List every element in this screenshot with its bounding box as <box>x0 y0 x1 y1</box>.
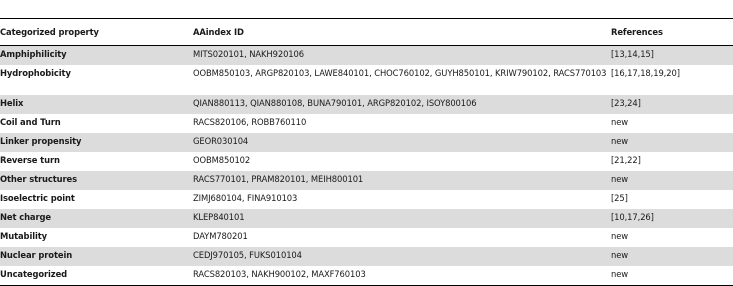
table-header <box>0 19 733 46</box>
references-cell: new <box>611 231 629 241</box>
table-row <box>0 190 733 209</box>
table-row <box>0 171 733 190</box>
category-cell: Amphiphilicity <box>0 46 193 66</box>
aaindex-id-cell: CEDJ970105, FUKS010104 <box>193 247 611 266</box>
aaindex-id-cell: OOBM850103, ARGP820103, LAWE840101, CHOC760102, GUYH850101, KRIW790102, RACS770103 <box>193 68 607 78</box>
references-cell: [21,22] <box>611 155 641 165</box>
category-cell: Net charge <box>0 209 193 228</box>
aaindex-id-cell: RACS770101, PRAM820101, MEIH800101 <box>193 171 611 190</box>
references-cell: new <box>611 171 733 190</box>
aaindex-table <box>0 18 733 286</box>
aaindex-id-cell: ZIMJ680104, FINA910103 <box>193 193 298 203</box>
aaindex-id-cell: DAYM780201 <box>193 231 248 241</box>
category-cell: Reverse turn <box>0 155 60 165</box>
category-cell: Hydrophobicity <box>0 68 71 78</box>
table-row <box>0 65 733 95</box>
table-body <box>0 46 733 286</box>
table-row <box>0 114 733 133</box>
header-categorized-property: Categorized property <box>0 19 193 46</box>
category-cell: Coil and Turn <box>0 117 61 127</box>
references-cell: new <box>611 117 629 127</box>
aaindex-id-cell: RACS820103, NAKH900102, MAXF760103 <box>193 266 611 286</box>
header-references: References <box>611 19 733 46</box>
table-row <box>0 95 733 114</box>
table-row <box>0 46 733 66</box>
references-cell: new <box>611 266 733 286</box>
references-cell: [23,24] <box>611 95 733 114</box>
category-cell: Mutability <box>0 231 48 241</box>
category-cell: Other structures <box>0 171 193 190</box>
references-cell: [16,17,18,19,20] <box>611 68 680 78</box>
category-cell: Linker propensity <box>0 133 193 152</box>
aaindex-id-cell: KLEP840101 <box>193 209 611 228</box>
aaindex-id-cell: OOBM850102 <box>193 155 251 165</box>
table-row <box>0 209 733 228</box>
header-aaindex-id: AAindex ID <box>193 19 611 46</box>
category-cell: Helix <box>0 95 193 114</box>
aaindex-id-cell: QIAN880113, QIAN880108, BUNA790101, ARGP820102, ISOY800106 <box>193 95 611 114</box>
references-cell: [25] <box>611 193 628 203</box>
aaindex-id-cell: RACS820106, ROBB760110 <box>193 117 307 127</box>
category-cell: Uncategorized <box>0 266 193 286</box>
category-cell: Nuclear protein <box>0 247 193 266</box>
references-cell: new <box>611 247 733 266</box>
table-row <box>0 152 733 171</box>
references-cell: [13,14,15] <box>611 46 733 66</box>
aaindex-id-cell: GEOR030104 <box>193 133 611 152</box>
category-cell: Isoelectric point <box>0 193 75 203</box>
references-cell: new <box>611 133 733 152</box>
header-row <box>0 19 733 46</box>
table-row <box>0 228 733 247</box>
table-row <box>0 133 733 152</box>
aaindex-id-cell: MITS020101, NAKH920106 <box>193 46 611 66</box>
references-cell: [10,17,26] <box>611 209 733 228</box>
table-row <box>0 247 733 266</box>
